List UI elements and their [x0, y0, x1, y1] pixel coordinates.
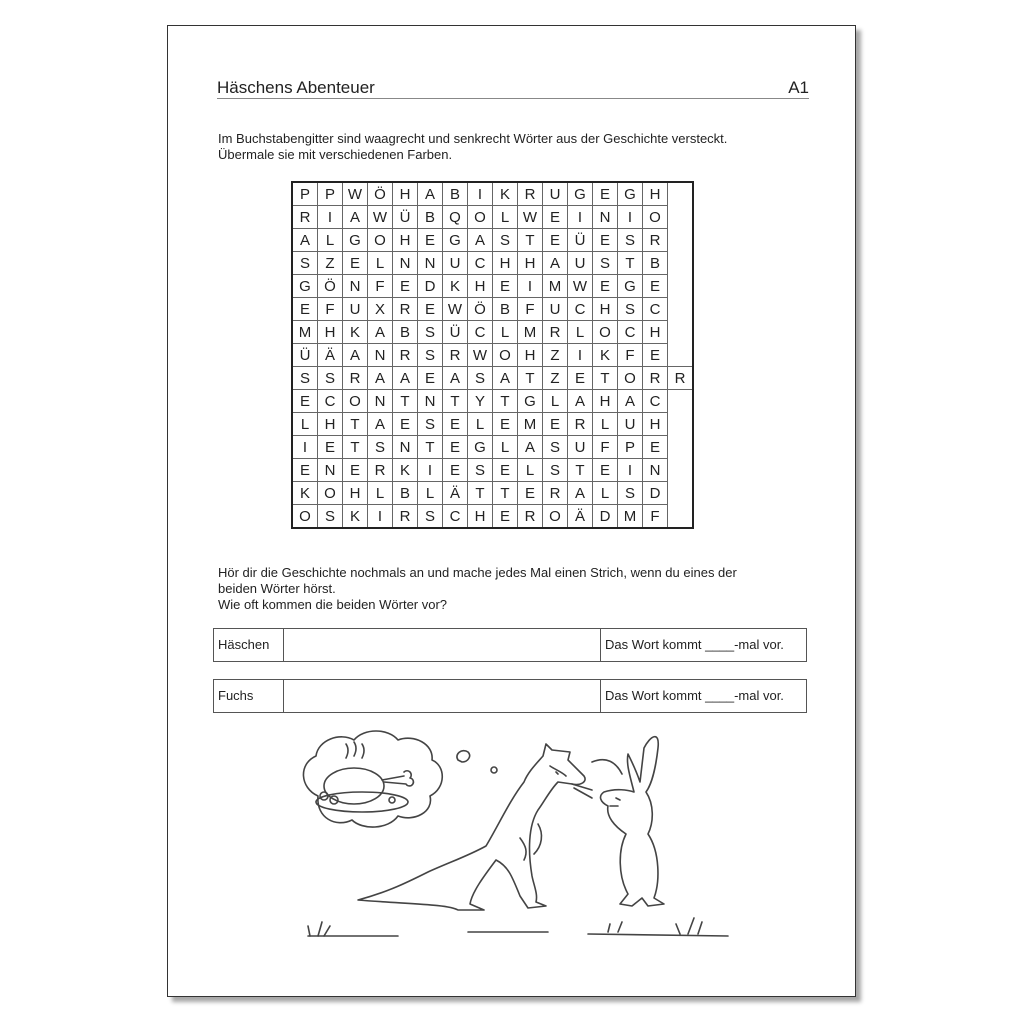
grid-cell[interactable]: L — [493, 436, 518, 459]
grid-cell[interactable]: E — [593, 182, 618, 206]
grid-cell[interactable]: T — [343, 413, 368, 436]
grid-cell[interactable]: H — [518, 252, 543, 275]
grid-cell[interactable]: S — [468, 459, 493, 482]
grid-cell[interactable]: Ü — [292, 344, 318, 367]
grid-cell[interactable]: K — [593, 344, 618, 367]
grid-cell[interactable]: H — [643, 413, 668, 436]
grid-cell[interactable]: A — [443, 367, 468, 390]
grid-cell[interactable]: Q — [443, 206, 468, 229]
grid-cell[interactable]: C — [643, 390, 668, 413]
grid-cell[interactable]: B — [443, 182, 468, 206]
grid-cell[interactable]: S — [318, 505, 343, 529]
grid-cell[interactable]: Ä — [318, 344, 343, 367]
count-word: Fuchs — [214, 680, 284, 712]
grid-cell[interactable]: F — [318, 298, 343, 321]
grid-cell[interactable]: H — [468, 505, 493, 529]
grid-cell[interactable]: M — [618, 505, 643, 529]
grid-cell[interactable]: Z — [543, 367, 568, 390]
grid-cell[interactable]: N — [393, 436, 418, 459]
grid-cell[interactable]: S — [618, 298, 643, 321]
grid-cell[interactable]: N — [393, 252, 418, 275]
grid-cell[interactable]: P — [292, 182, 318, 206]
grid-cell[interactable]: H — [393, 229, 418, 252]
grid-cell[interactable]: R — [368, 459, 393, 482]
question — [218, 565, 737, 613]
tally-area[interactable] — [284, 680, 601, 712]
grid-cell[interactable]: K — [393, 459, 418, 482]
grid-cell[interactable]: W — [443, 298, 468, 321]
grid-cell[interactable]: E — [292, 459, 318, 482]
grid-cell[interactable]: A — [493, 367, 518, 390]
grid-cell[interactable]: M — [518, 413, 543, 436]
grid-cell[interactable]: E — [493, 459, 518, 482]
grid-cell[interactable]: G — [618, 275, 643, 298]
grid-cell[interactable]: K — [443, 275, 468, 298]
grid-cell[interactable]: W — [468, 344, 493, 367]
worksheet-header — [217, 76, 809, 99]
question-line-3: Wie oft kommen die beiden Wörter vor? — [218, 597, 448, 612]
grid-cell[interactable]: G — [618, 182, 643, 206]
grid-cell[interactable]: D — [593, 505, 618, 529]
grid-cell[interactable]: L — [543, 390, 568, 413]
grid-cell[interactable]: K — [493, 182, 518, 206]
grid-cell[interactable]: F — [618, 344, 643, 367]
grid-cell[interactable]: D — [643, 482, 668, 505]
question-line-2: beiden Wörter hörst. — [218, 581, 336, 596]
grid-cell[interactable]: Ö — [318, 275, 343, 298]
grid-cell[interactable]: C — [318, 390, 343, 413]
grid-cell[interactable]: E — [518, 482, 543, 505]
grid-cell[interactable]: L — [593, 413, 618, 436]
grid-cell[interactable]: P — [318, 182, 343, 206]
grid-cell[interactable]: F — [593, 436, 618, 459]
grid-cell[interactable]: T — [518, 367, 543, 390]
grid-cell[interactable]: I — [318, 206, 343, 229]
grid-cell[interactable]: S — [543, 459, 568, 482]
grid-cell[interactable]: M — [543, 275, 568, 298]
grid-cell[interactable]: C — [618, 321, 643, 344]
grid-cell[interactable]: F — [368, 275, 393, 298]
grid-cell[interactable]: S — [418, 321, 443, 344]
hare-icon — [601, 737, 664, 906]
grid-cell[interactable]: R — [568, 413, 593, 436]
grid-cell[interactable]: S — [618, 229, 643, 252]
grid-cell[interactable]: C — [643, 298, 668, 321]
grid-cell[interactable]: R — [292, 206, 318, 229]
grid-cell[interactable]: I — [292, 436, 318, 459]
grid-row — [292, 182, 693, 206]
grid-cell[interactable]: R — [393, 344, 418, 367]
grid-cell[interactable]: G — [468, 436, 493, 459]
grid-cell[interactable]: Ä — [568, 505, 593, 529]
grid-cell[interactable]: S — [493, 229, 518, 252]
grid-cell[interactable]: E — [493, 275, 518, 298]
grid-cell[interactable]: A — [393, 367, 418, 390]
grid-cell[interactable]: T — [468, 482, 493, 505]
grid-cell[interactable]: A — [468, 229, 493, 252]
grid-cell[interactable]: E — [493, 505, 518, 529]
grid-cell[interactable]: A — [418, 182, 443, 206]
grid-row — [292, 436, 693, 459]
grid-row — [292, 390, 693, 413]
grid-row — [292, 482, 693, 505]
grid-cell[interactable]: S — [292, 367, 318, 390]
grid-cell[interactable]: C — [468, 252, 493, 275]
grid-cell[interactable]: S — [543, 436, 568, 459]
grid-row — [292, 229, 693, 252]
grid-cell[interactable]: F — [643, 505, 668, 529]
grid-cell[interactable]: H — [318, 321, 343, 344]
grid-cell[interactable]: R — [668, 367, 694, 390]
grid-cell[interactable]: L — [368, 252, 393, 275]
grid-cell[interactable]: S — [418, 413, 443, 436]
grid-cell[interactable]: O — [318, 482, 343, 505]
roast-icon — [324, 768, 384, 804]
grid-cell[interactable]: N — [643, 459, 668, 482]
grid-cell[interactable]: G — [443, 229, 468, 252]
grid-cell[interactable]: I — [568, 344, 593, 367]
question-line-1: Hör dir die Geschichte nochmals an und mache jedes Mal einen Strich, wenn du eines der — [218, 565, 737, 580]
grid-cell[interactable]: L — [468, 413, 493, 436]
grid-cell[interactable]: E — [643, 344, 668, 367]
grid-cell[interactable]: E — [593, 275, 618, 298]
grid-cell[interactable]: E — [643, 275, 668, 298]
grid-cell[interactable]: T — [493, 482, 518, 505]
instruction-line-1: Im Buchstabengitter sind waagrecht und senkrecht Wörter aus der Geschichte versteckt. — [218, 131, 728, 146]
grid-cell[interactable]: O — [593, 321, 618, 344]
grid-cell[interactable]: N — [368, 390, 393, 413]
grid-cell[interactable]: E — [418, 367, 443, 390]
grid-cell[interactable]: S — [318, 367, 343, 390]
instruction-line-2: Übermale sie mit verschiedenen Farben. — [218, 147, 453, 162]
grid-cell[interactable]: H — [318, 413, 343, 436]
grid-cell[interactable]: N — [318, 459, 343, 482]
grid-cell[interactable]: E — [493, 413, 518, 436]
grid-cell[interactable]: W — [518, 206, 543, 229]
grid-cell[interactable]: O — [368, 229, 393, 252]
grid-cell[interactable]: T — [443, 390, 468, 413]
grid-cell[interactable]: L — [593, 482, 618, 505]
count-result: Das Wort kommt ____-mal vor. — [605, 637, 784, 652]
grid-row — [292, 505, 693, 529]
grid-cell[interactable]: R — [543, 482, 568, 505]
grid-cell[interactable]: L — [292, 413, 318, 436]
grid-cell[interactable]: R — [393, 505, 418, 529]
grid-cell[interactable]: N — [418, 252, 443, 275]
grid-cell[interactable]: Ä — [443, 482, 468, 505]
grid-cell[interactable]: A — [292, 229, 318, 252]
letter-grid — [291, 181, 694, 529]
grid-cell[interactable]: P — [618, 436, 643, 459]
grid-cell[interactable]: C — [468, 321, 493, 344]
grid-row — [292, 275, 693, 298]
grid-cell[interactable]: H — [643, 182, 668, 206]
fox-and-hare-illustration — [288, 726, 738, 946]
grid-cell[interactable]: H — [468, 275, 493, 298]
grid-cell[interactable]: T — [418, 436, 443, 459]
grid-cell[interactable]: E — [343, 459, 368, 482]
grid-cell[interactable]: E — [543, 229, 568, 252]
grid-cell[interactable]: T — [343, 436, 368, 459]
grid-cell[interactable]: Ö — [368, 182, 393, 206]
grid-cell[interactable]: X — [368, 298, 393, 321]
worksheet-page — [167, 25, 856, 997]
grid-row — [292, 298, 693, 321]
grid-cell[interactable]: U — [543, 182, 568, 206]
grid-cell[interactable]: A — [618, 390, 643, 413]
grid-cell[interactable]: E — [593, 229, 618, 252]
grid-cell[interactable]: D — [418, 275, 443, 298]
grid-cell[interactable]: Z — [318, 252, 343, 275]
grid-cell[interactable]: K — [292, 482, 318, 505]
grid-cell[interactable]: A — [368, 367, 393, 390]
grid-cell[interactable]: S — [292, 252, 318, 275]
grid-cell[interactable]: A — [518, 436, 543, 459]
grid-cell[interactable]: E — [543, 413, 568, 436]
grid-cell[interactable]: U — [543, 298, 568, 321]
grid-cell[interactable]: R — [343, 367, 368, 390]
grid-cell[interactable]: I — [618, 459, 643, 482]
grid-cell[interactable]: H — [518, 344, 543, 367]
grid-cell[interactable]: H — [493, 252, 518, 275]
grid-cell[interactable]: S — [618, 482, 643, 505]
grid-cell[interactable]: H — [343, 482, 368, 505]
grid-cell[interactable]: N — [593, 206, 618, 229]
steam-icon — [346, 742, 364, 758]
grid-cell[interactable]: R — [518, 505, 543, 529]
grid-cell[interactable]: T — [618, 252, 643, 275]
tally-area[interactable] — [284, 629, 601, 661]
grid-row — [292, 344, 693, 367]
grid-cell[interactable]: O — [292, 505, 318, 529]
grid-cell[interactable]: Ö — [468, 298, 493, 321]
grid-cell[interactable]: C — [443, 505, 468, 529]
grid-cell[interactable]: L — [493, 206, 518, 229]
grid-cell[interactable]: U — [568, 252, 593, 275]
grid-cell[interactable]: O — [643, 206, 668, 229]
grid-cell[interactable]: H — [593, 298, 618, 321]
grid-cell[interactable]: C — [568, 298, 593, 321]
grid-cell[interactable]: S — [418, 505, 443, 529]
grid-cell[interactable]: I — [418, 459, 443, 482]
grid-cell[interactable]: E — [393, 275, 418, 298]
grid-cell[interactable]: M — [518, 321, 543, 344]
ground-line — [308, 932, 728, 936]
grid-cell[interactable]: E — [443, 413, 468, 436]
grid-cell[interactable]: I — [568, 206, 593, 229]
grid-cell[interactable]: F — [518, 298, 543, 321]
grid-cell[interactable]: M — [292, 321, 318, 344]
instructions — [218, 131, 727, 163]
fox-icon — [358, 744, 585, 910]
grid-cell[interactable]: T — [393, 390, 418, 413]
grid-cell[interactable]: O — [493, 344, 518, 367]
grid-cell[interactable]: H — [593, 390, 618, 413]
count-result: Das Wort kommt ____-mal vor. — [605, 688, 784, 703]
grid-cell[interactable]: O — [343, 390, 368, 413]
grid-row — [292, 459, 693, 482]
grid-cell[interactable]: E — [643, 436, 668, 459]
grid-cell[interactable]: T — [493, 390, 518, 413]
grid-cell[interactable]: L — [493, 321, 518, 344]
count-row-fuchs — [213, 679, 807, 713]
worksheet-code: A1 — [788, 78, 809, 97]
grid-cell[interactable]: E — [318, 436, 343, 459]
grid-cell[interactable]: U — [568, 436, 593, 459]
grid-cell[interactable]: R — [443, 344, 468, 367]
grid-row — [292, 252, 693, 275]
grid-cell[interactable]: E — [443, 459, 468, 482]
grid-cell[interactable]: I — [518, 275, 543, 298]
grid-cell[interactable]: A — [343, 344, 368, 367]
grid-cell[interactable]: A — [568, 390, 593, 413]
grid-cell[interactable]: T — [568, 459, 593, 482]
grid-cell[interactable]: G — [568, 182, 593, 206]
grid-cell[interactable]: S — [418, 344, 443, 367]
grid-row — [292, 321, 693, 344]
grid-cell[interactable]: W — [368, 206, 393, 229]
grid-row — [292, 413, 693, 436]
grid-cell[interactable]: R — [543, 321, 568, 344]
grid-cell[interactable]: E — [418, 298, 443, 321]
grid-cell[interactable]: R — [393, 298, 418, 321]
grid-row — [292, 367, 693, 390]
grid-cell[interactable]: B — [418, 206, 443, 229]
grid-cell[interactable]: S — [468, 367, 493, 390]
grid-cell[interactable]: I — [368, 505, 393, 529]
grid-cell[interactable]: Ü — [568, 229, 593, 252]
grid-cell[interactable]: L — [318, 229, 343, 252]
grid-cell[interactable]: H — [393, 182, 418, 206]
grid-cell[interactable]: I — [468, 182, 493, 206]
grid-cell[interactable]: L — [568, 321, 593, 344]
grid-cell[interactable]: G — [292, 275, 318, 298]
worksheet-title: Häschens Abenteuer — [217, 78, 375, 97]
grid-cell[interactable]: Ü — [443, 321, 468, 344]
grid-cell[interactable]: U — [443, 252, 468, 275]
grid-cell[interactable]: U — [618, 413, 643, 436]
grid-cell[interactable]: G — [343, 229, 368, 252]
grid-cell[interactable]: E — [593, 459, 618, 482]
grid-cell[interactable]: E — [418, 229, 443, 252]
grid-cell[interactable]: B — [643, 252, 668, 275]
grid-cell[interactable]: S — [593, 252, 618, 275]
grid-cell[interactable]: O — [468, 206, 493, 229]
grid-cell[interactable]: A — [568, 482, 593, 505]
grid-cell[interactable]: R — [643, 229, 668, 252]
grid-cell[interactable]: R — [643, 367, 668, 390]
grid-cell[interactable]: E — [443, 436, 468, 459]
grid-cell[interactable]: O — [618, 367, 643, 390]
grid-cell[interactable]: I — [618, 206, 643, 229]
grid-cell[interactable]: R — [518, 182, 543, 206]
grid-cell[interactable]: U — [343, 298, 368, 321]
grid-cell[interactable]: L — [368, 482, 393, 505]
grid-cell[interactable]: A — [368, 321, 393, 344]
grid-cell[interactable]: N — [368, 344, 393, 367]
grid-cell[interactable]: L — [518, 459, 543, 482]
grid-cell[interactable]: Ü — [393, 206, 418, 229]
grid-cell[interactable]: N — [418, 390, 443, 413]
grid-cell[interactable]: G — [518, 390, 543, 413]
grid-cell[interactable]: N — [343, 275, 368, 298]
grid-cell[interactable]: B — [393, 482, 418, 505]
grid-cell[interactable]: E — [292, 390, 318, 413]
grid-cell[interactable]: E — [343, 252, 368, 275]
grid-cell[interactable]: H — [643, 321, 668, 344]
grid-cell[interactable]: K — [343, 505, 368, 529]
grid-cell[interactable]: E — [568, 367, 593, 390]
grid-cell[interactable]: E — [543, 206, 568, 229]
grid-cell[interactable]: A — [543, 252, 568, 275]
grid-cell[interactable]: E — [292, 298, 318, 321]
grid-cell[interactable]: B — [493, 298, 518, 321]
grid-cell[interactable]: K — [343, 321, 368, 344]
grid-cell[interactable]: T — [593, 367, 618, 390]
grid-cell[interactable]: Y — [468, 390, 493, 413]
grid-cell[interactable]: W — [343, 182, 368, 206]
grid-cell[interactable]: A — [368, 413, 393, 436]
grid-cell[interactable]: A — [343, 206, 368, 229]
thought-cloud — [303, 731, 442, 827]
grid-cell[interactable]: T — [518, 229, 543, 252]
grid-cell[interactable]: S — [368, 436, 393, 459]
count-row-haeschen — [213, 628, 807, 662]
grid-cell[interactable]: Z — [543, 344, 568, 367]
grid-cell[interactable]: O — [543, 505, 568, 529]
grid-row — [292, 206, 693, 229]
grid-cell[interactable]: E — [393, 413, 418, 436]
grid-cell[interactable]: L — [418, 482, 443, 505]
count-word: Häschen — [214, 629, 284, 661]
grid-cell[interactable]: W — [568, 275, 593, 298]
grid-cell[interactable]: B — [393, 321, 418, 344]
